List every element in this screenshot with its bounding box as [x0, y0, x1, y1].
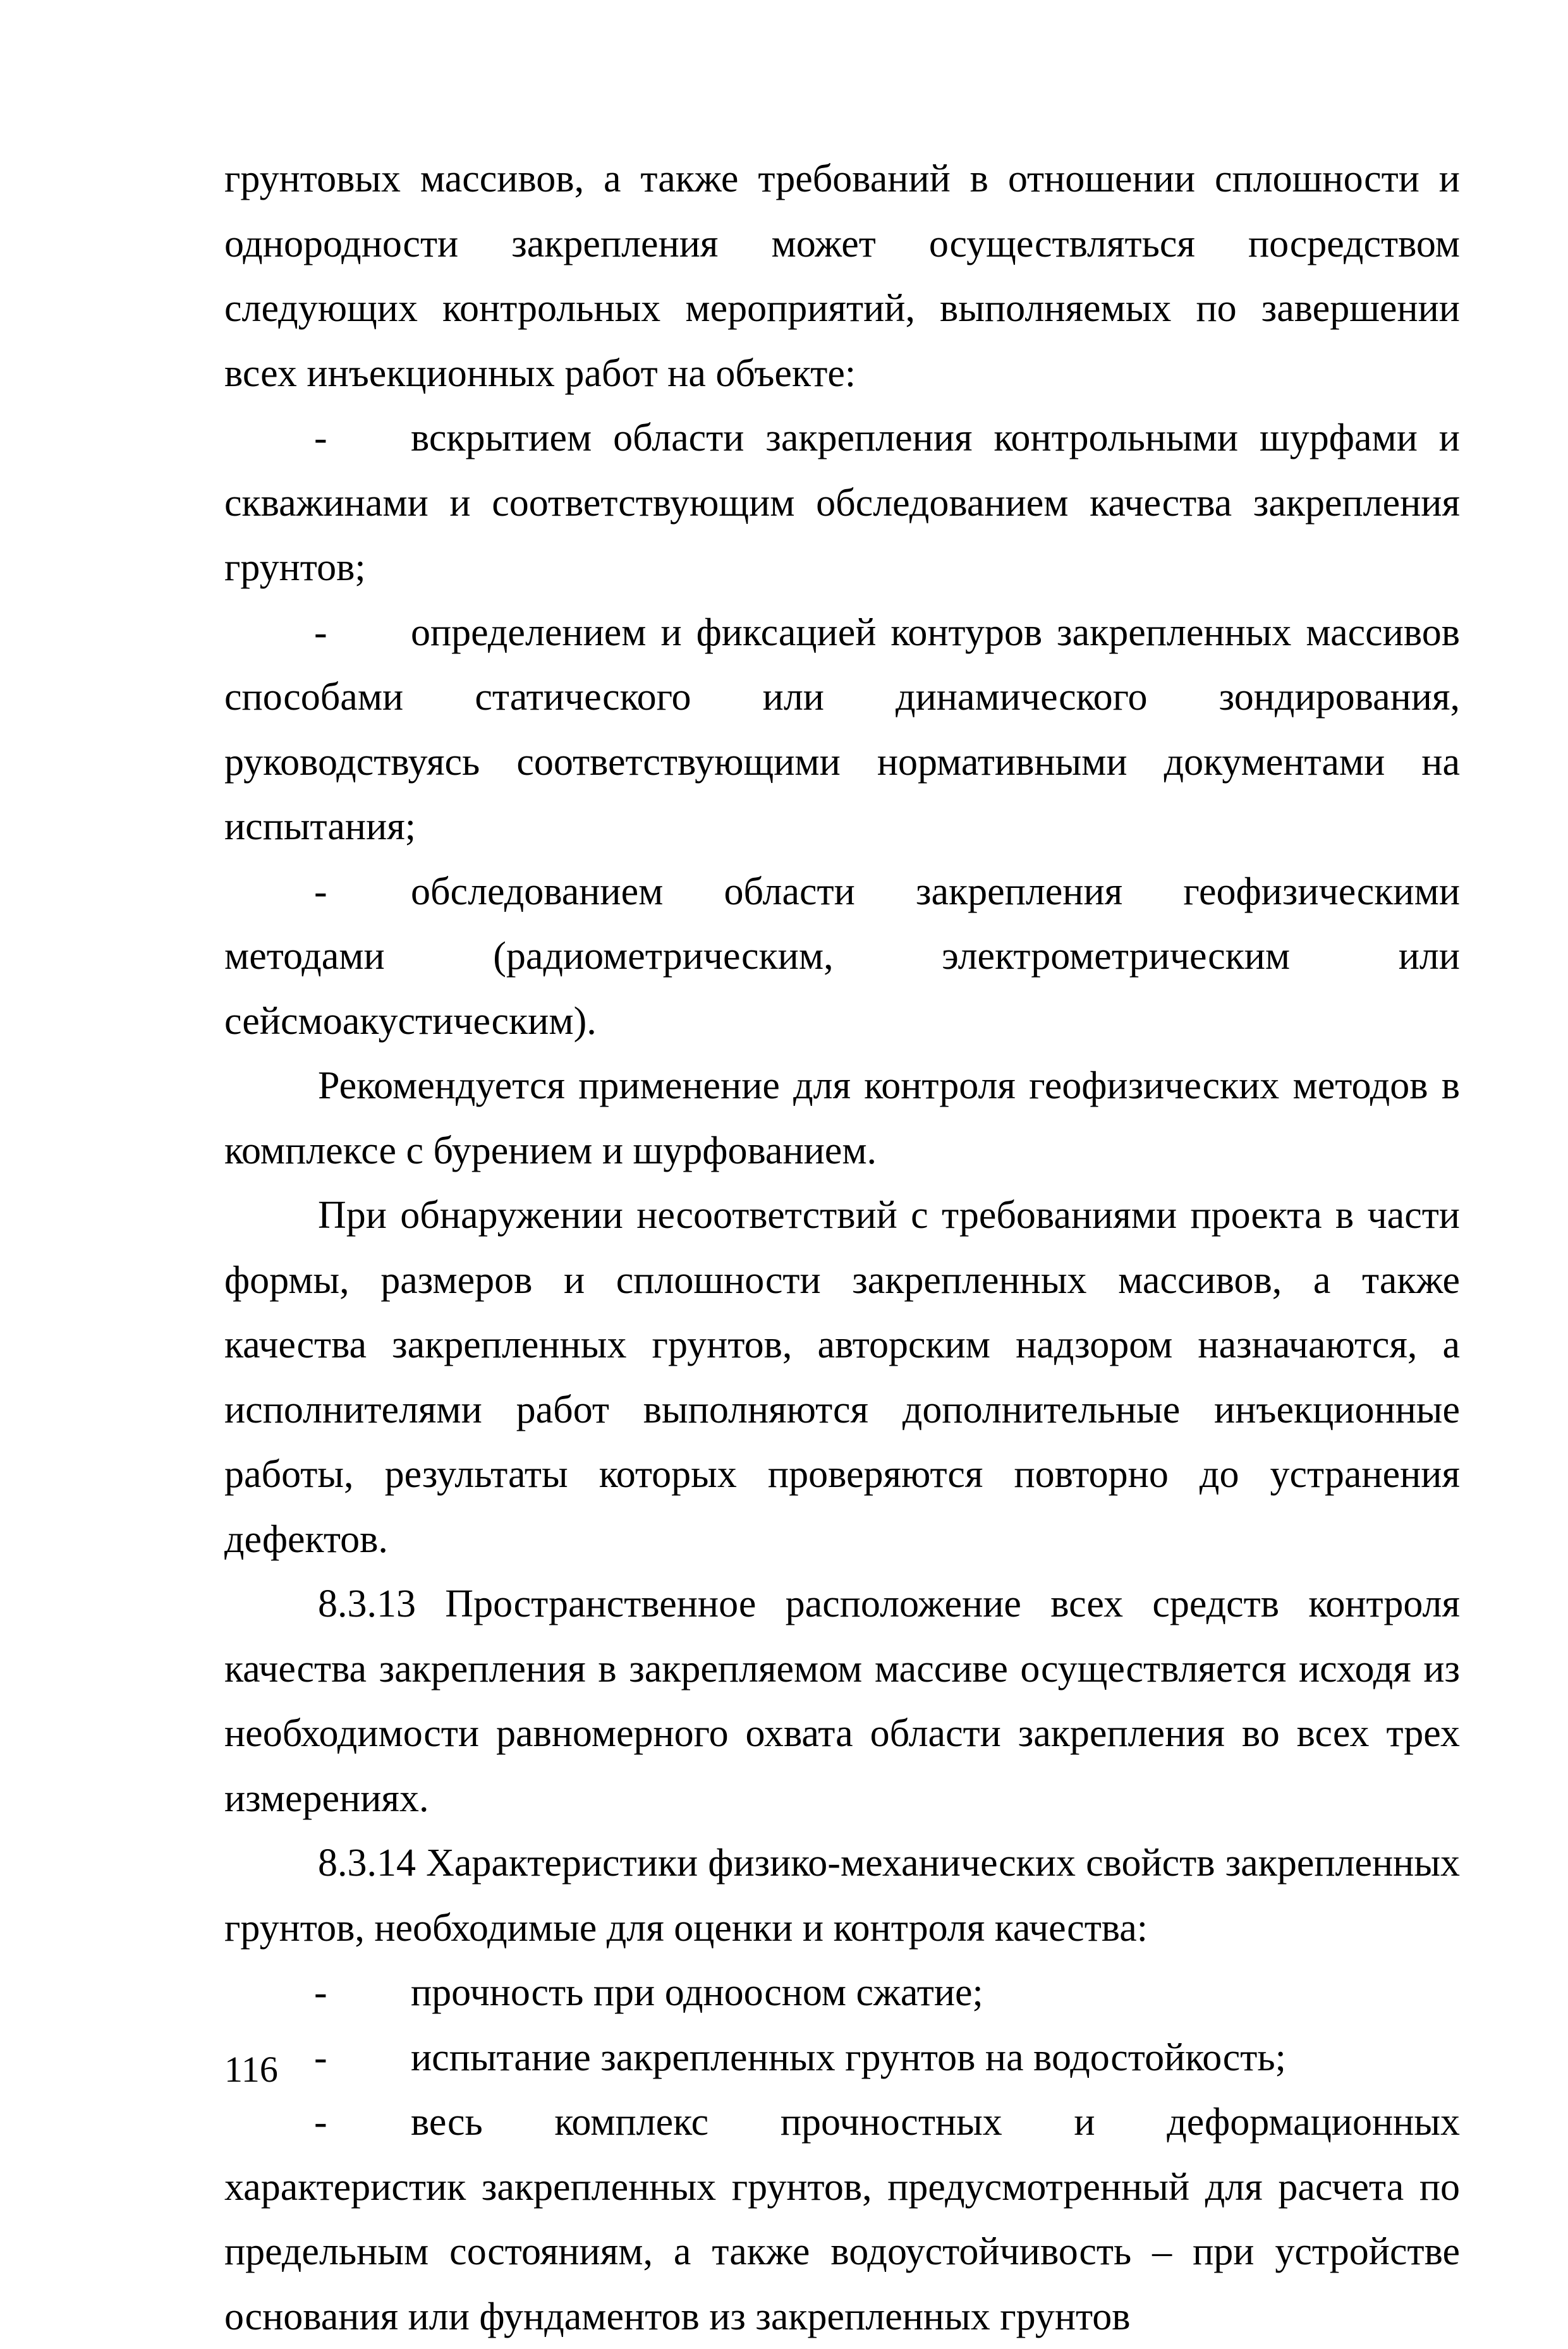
bullet-dash: - [314, 1971, 327, 2014]
bullet-dash: - [314, 2101, 327, 2144]
bullet-item-compression [224, 1960, 1460, 2025]
bullet-item-water-resistance [224, 2025, 1460, 2091]
bullet-text: прочность при одноосном сжатие; [411, 1971, 983, 2014]
bullet-item-excavation [224, 406, 1460, 600]
bullet-item-geophysics [224, 859, 1460, 1054]
bullet-text: определением и фиксацией контуров закрепленных массивов способами статического или динамического зондирования, руководствуясь соответствующими нормативными документами на испытания; [224, 610, 1460, 848]
bullet-text: весь комплекс прочностных и деформационных характеристик закрепленных грунтов, предусмотренный для расчета по предельным состояниям, а также водоустойчивость – при устройстве основания или фундаментов из закрепленных грунтов [224, 2101, 1460, 2338]
page-number: 116 [224, 2049, 278, 2090]
paragraph-8-3-14: 8.3.14 Характеристики физико-механических свойств закрепленных грунтов, необходимые для оценки и контроля качества: [224, 1842, 1460, 1950]
body-text [224, 147, 1460, 2349]
bullet-dash: - [314, 870, 327, 913]
bullet-dash: - [314, 610, 327, 654]
bullet-item-full-complex [224, 2090, 1460, 2349]
bullet-text: испытание закрепленных грунтов на водостойкость; [411, 2036, 1286, 2079]
paragraph-continuation: грунтовых массивов, а также требований в отношении сплошности и однородности закрепления может осуществляться посредством следующих контрольных мероприятий, выполняемых по завершении всех инъекционных работ на объекте: [224, 157, 1460, 395]
bullet-text: обследованием области закрепления геофизическими методами (радиометрическим, электрометрическим или сейсмоакустическим). [224, 870, 1460, 1043]
paragraph-8-3-13: 8.3.13 Пространственное расположение всех средств контроля качества закрепления в закрепляемом массиве осуществляется исходя из необходимости равномерного охвата области закрепления во всех трех измерениях. [224, 1582, 1460, 1820]
bullet-text: вскрытием области закрепления контрольными шурфами и скважинами и соответствующим обследованием качества закрепления грунтов; [224, 416, 1460, 589]
bullet-item-sounding [224, 600, 1460, 859]
bullet-dash: - [314, 2036, 327, 2079]
paragraph-nonconformity: При обнаружении несоответствий с требованиями проекта в части формы, размеров и сплошности закрепленных массивов, а также качества закрепленных грунтов, авторским надзором назначаются, а исполнителями работ выполняются дополнительные инъекционные работы, результаты которых проверяются повторно до устранения дефектов. [224, 1194, 1460, 1561]
paragraph-recommendation: Рекомендуется применение для контроля геофизических методов в комплексе с бурением и шурфованием. [224, 1064, 1460, 1172]
bullet-dash: - [314, 416, 327, 459]
